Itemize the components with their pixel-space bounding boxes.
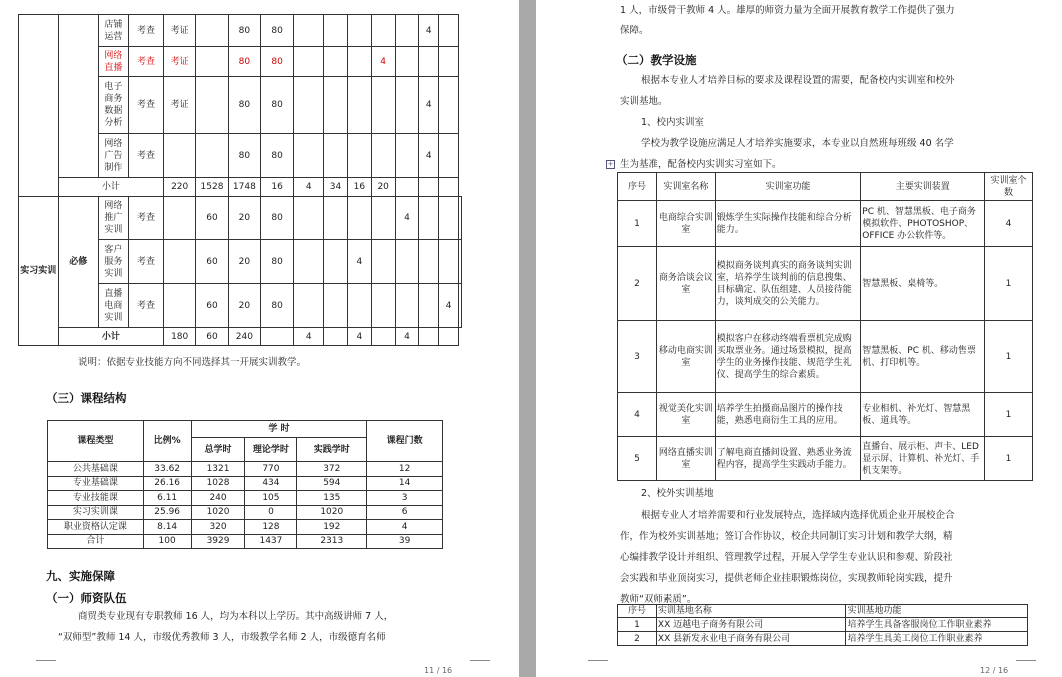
- structure-ratio-cell: 8.14: [143, 520, 191, 535]
- page-corner-mark: [470, 660, 490, 661]
- credits-cell: 60: [196, 240, 229, 284]
- table-row: [618, 247, 1033, 321]
- credits-cell: [196, 47, 229, 77]
- term-cell: [294, 240, 324, 284]
- term-cell: [324, 77, 348, 134]
- term-cell: [371, 328, 395, 346]
- faculty-paragraph-line1: 商贸类专业现有专职教师 16 人，均为本科以上学历。其中高级讲师 7 人，: [78, 611, 394, 622]
- subtotal-practice: 240: [228, 328, 260, 346]
- base-name-cell: XX 迈越电子商务有限公司: [656, 618, 846, 632]
- subtotal-row: [19, 178, 462, 197]
- internal-labs-table: [617, 172, 1033, 481]
- required-cell: [58, 15, 98, 178]
- base-name-cell: XX 县新发永业电子商务有限公司: [656, 632, 846, 646]
- assessment-cell: 考查: [128, 197, 164, 240]
- practice-training-table: [18, 14, 462, 346]
- table-row: [48, 462, 443, 477]
- lab-header-count: 实训室个数: [985, 173, 1033, 201]
- term-cell: [439, 197, 459, 240]
- term-cell: [459, 284, 462, 328]
- base-header-function: 实训基地功能: [846, 605, 1028, 618]
- lab-no-cell: 1: [618, 201, 657, 247]
- term-cell: 4: [419, 134, 439, 178]
- term-cell: [294, 47, 324, 77]
- lab-name-cell: 电商综合实训室: [656, 201, 715, 247]
- structure-theory-cell: 0: [245, 505, 297, 520]
- subtotal-label: 小计: [58, 328, 164, 346]
- facility-paragraph-line2: 实训基地。: [620, 96, 668, 107]
- subtotal-practice: 1748: [228, 178, 260, 197]
- page-corner-mark: [588, 660, 608, 661]
- term-cell: [260, 328, 294, 346]
- structure-total-cell: 240: [191, 491, 245, 506]
- term-cell: [371, 77, 395, 134]
- lab-name-cell: 移动电商实训室: [656, 321, 715, 393]
- term-cell: [395, 47, 419, 77]
- table-row: [19, 197, 462, 240]
- course-name-cell: 网络广告制作: [99, 134, 129, 178]
- term-cell: 4: [439, 284, 459, 328]
- practice-hours-cell: 80: [260, 284, 294, 328]
- total-hours-cell: 80: [228, 134, 260, 178]
- term-cell: [324, 47, 348, 77]
- practice-hours-cell: 80: [260, 240, 294, 284]
- lab-count-cell: 4: [985, 201, 1033, 247]
- structure-count-cell: 4: [367, 520, 443, 535]
- subtotal-term: 4: [347, 328, 371, 346]
- structure-theory-cell: 105: [245, 491, 297, 506]
- document-page-right: [536, 0, 1062, 677]
- lab-function-cell: 模拟客户在移动终端看票机完成购买取票业务。通过场景模拟，提高学生的业务操作技能、规范学生礼仪、提高学生的综合素质。: [715, 321, 861, 393]
- table-row: [618, 632, 1028, 646]
- term-cell: [395, 134, 419, 178]
- term-cell: [439, 15, 459, 47]
- structure-total-cell: 1028: [191, 476, 245, 491]
- term-cell: 4: [395, 197, 419, 240]
- practice-hours-cell: 80: [260, 134, 294, 178]
- term-cell: [439, 134, 459, 178]
- structure-ratio-cell: 26.16: [143, 476, 191, 491]
- lab-equipment-cell: PC 机、智慧黑板、电子商务模拟软件、PHOTOSHOP、OFFICE 办公软件等。: [861, 201, 985, 247]
- term-cell: [395, 77, 419, 134]
- assessment-cell: 考查: [128, 240, 164, 284]
- lab-header-equipment: 主要实训装置: [861, 173, 985, 201]
- certificate-cell: 考证: [164, 77, 196, 134]
- certificate-cell: [164, 240, 196, 284]
- structure-header-ratio: 比例%: [143, 421, 191, 462]
- total-hours-cell: 80: [228, 47, 260, 77]
- section-heading-course-structure: （三）课程结构: [46, 391, 127, 405]
- course-structure-table: [47, 420, 443, 549]
- term-cell: [324, 197, 348, 240]
- term-cell: 4: [371, 47, 395, 77]
- term-cell: [439, 47, 459, 77]
- category-cell: [19, 15, 59, 197]
- table-row: [618, 437, 1033, 481]
- structure-total-cell: 3929: [191, 534, 245, 549]
- course-name-cell: 客户服务实训: [99, 240, 129, 284]
- lab-equipment-cell: 智慧黑板、PC 机、移动售票机、打印机等。: [861, 321, 985, 393]
- table-row: [48, 534, 443, 549]
- practice-hours-cell: 80: [260, 77, 294, 134]
- lab-function-cell: 锻炼学生实际操作技能和综合分析能力。: [715, 201, 861, 247]
- table-row: [618, 201, 1033, 247]
- lab-no-cell: 3: [618, 321, 657, 393]
- subtotal-credits: 180: [164, 328, 196, 346]
- structure-type-cell: 职业资格认定课: [48, 520, 144, 535]
- credits-cell: 60: [196, 197, 229, 240]
- internal-labs-paragraph-line1: 学校为教学设施应满足人才培养实施要求，本专业以自然班每班级 40 名学: [641, 138, 954, 149]
- subtotal-credits: 220: [164, 178, 196, 197]
- structure-type-cell: 专业技能课: [48, 491, 144, 506]
- external-bases-paragraph-line: 心编排教学设计并组织、管理教学过程，开展入学学生专业认识和参观、阶段社: [620, 552, 953, 563]
- structure-ratio-cell: 33.62: [143, 462, 191, 477]
- term-cell: [439, 178, 459, 197]
- base-function-cell: 培养学生具备客服岗位工作职业素养: [846, 618, 1028, 632]
- term-cell: [419, 284, 439, 328]
- subtotal-term: 4: [294, 328, 324, 346]
- faculty-paragraph-continued-line1: 1 人，市级骨干教师 4 人。雄厚的师资力量为全面开展教育教学工作提供了强力: [620, 5, 955, 16]
- structure-practice-cell: 594: [297, 476, 367, 491]
- page-number: 12 / 16: [980, 666, 1009, 675]
- assessment-cell: 考查: [128, 15, 164, 47]
- credits-cell: [196, 77, 229, 134]
- base-no-cell: 1: [618, 618, 657, 632]
- term-cell: [324, 15, 348, 47]
- table-row: [618, 393, 1033, 437]
- structure-practice-cell: 192: [297, 520, 367, 535]
- term-cell: [294, 77, 324, 134]
- term-cell: [439, 77, 459, 134]
- structure-practice-cell: 2313: [297, 534, 367, 549]
- total-hours-cell: 80: [228, 77, 260, 134]
- term-cell: [419, 328, 439, 346]
- external-bases-paragraph-line: 根据专业人才培养需要和行业发展特点，选择域内选择优质企业开展校企合: [641, 510, 955, 521]
- certificate-cell: [164, 284, 196, 328]
- lab-name-cell: 商务洽谈会议室: [656, 247, 715, 321]
- table-row: [48, 491, 443, 506]
- structure-type-cell: 合计: [48, 534, 144, 549]
- term-cell: [371, 284, 395, 328]
- structure-header-count: 课程门数: [367, 421, 443, 462]
- subtotal-total: 60: [196, 328, 229, 346]
- term-cell: [294, 284, 324, 328]
- lab-equipment-cell: 智慧黑板、桌椅等。: [861, 247, 985, 321]
- page-corner-mark: [1016, 660, 1036, 661]
- lab-header-no: 序号: [618, 173, 657, 201]
- term-cell: [294, 15, 324, 47]
- term-cell: [347, 284, 371, 328]
- term-cell: [294, 197, 324, 240]
- assessment-cell: 考查: [128, 77, 164, 134]
- lab-name-cell: 视觉美化实训室: [656, 393, 715, 437]
- external-bases-paragraph-line: 教师“双师素质”。: [620, 594, 697, 605]
- term-cell: [347, 15, 371, 47]
- base-no-cell: 2: [618, 632, 657, 646]
- table-row: [618, 321, 1033, 393]
- structure-theory-cell: 770: [245, 462, 297, 477]
- section-heading-teaching-facilities: （二）教学设施: [616, 53, 697, 67]
- subtotal-term: 20: [371, 178, 395, 197]
- course-name-cell: 网络推广实训: [99, 197, 129, 240]
- base-header-no: 序号: [618, 605, 657, 618]
- term-cell: [459, 240, 462, 284]
- practice-hours-cell: 80: [260, 47, 294, 77]
- practice-hours-cell: 80: [260, 197, 294, 240]
- structure-count-cell: 3: [367, 491, 443, 506]
- assessment-cell: 考查: [128, 47, 164, 77]
- table-move-handle-icon[interactable]: +: [607, 160, 614, 168]
- structure-count-cell: 39: [367, 534, 443, 549]
- subtotal-total: 1528: [196, 178, 229, 197]
- term-cell: [395, 240, 419, 284]
- term-cell: [324, 284, 348, 328]
- certificate-cell: 考证: [164, 15, 196, 47]
- subtotal-term: 34: [324, 178, 348, 197]
- structure-type-cell: 专业基础课: [48, 476, 144, 491]
- total-hours-cell: 20: [228, 284, 260, 328]
- term-cell: 4: [419, 77, 439, 134]
- term-cell: [395, 15, 419, 47]
- term-cell: [419, 47, 439, 77]
- external-bases-table: [617, 604, 1028, 646]
- total-hours-cell: 80: [228, 15, 260, 47]
- assessment-cell: 考查: [128, 134, 164, 178]
- structure-practice-cell: 1020: [297, 505, 367, 520]
- structure-theory-cell: 1437: [245, 534, 297, 549]
- structure-count-cell: 12: [367, 462, 443, 477]
- lab-no-cell: 5: [618, 437, 657, 481]
- subtotal-term: 4: [294, 178, 324, 197]
- assessment-cell: 考查: [128, 284, 164, 328]
- term-cell: [395, 284, 419, 328]
- structure-practice-cell: 372: [297, 462, 367, 477]
- subtotal-term: 4: [395, 328, 419, 346]
- page-gutter: [519, 0, 536, 677]
- course-name-cell: 直播电商实训: [99, 284, 129, 328]
- lab-equipment-cell: 直播台、展示柜、声卡、LED 显示屏、计算机、补光灯、手机支架等。: [861, 437, 985, 481]
- structure-ratio-cell: 25.96: [143, 505, 191, 520]
- practice-note: 说明：依据专业技能方向不同选择其一开展实训教学。: [78, 357, 307, 368]
- term-cell: [439, 328, 459, 346]
- term-cell: [419, 178, 439, 197]
- internal-labs-paragraph-line2: 生为基准，配备校内实训实习室如下。: [620, 159, 782, 170]
- structure-type-cell: 实习实训课: [48, 505, 144, 520]
- term-cell: [371, 240, 395, 284]
- structure-header-total: 总学时: [191, 438, 245, 462]
- base-function-cell: 培养学生具美工岗位工作职业素养: [846, 632, 1028, 646]
- lab-function-cell: 培养学生拍摄商品图片的操作技能，熟悉电商衍生工具的应用。: [715, 393, 861, 437]
- structure-header-theory: 理论学时: [245, 438, 297, 462]
- term-cell: [324, 328, 348, 346]
- total-hours-cell: 20: [228, 197, 260, 240]
- lab-count-cell: 1: [985, 247, 1033, 321]
- external-bases-paragraph-line: 作，作为校外实训基地；签订合作协议，校企共同制订实习计划和教学大纲，精: [620, 531, 953, 542]
- practice-hours-cell: 80: [260, 15, 294, 47]
- lab-count-cell: 1: [985, 321, 1033, 393]
- certificate-cell: 考证: [164, 47, 196, 77]
- total-hours-cell: 20: [228, 240, 260, 284]
- course-name-cell: 电子商务数据分析: [99, 77, 129, 134]
- lab-name-cell: 网络直播实训室: [656, 437, 715, 481]
- term-cell: [294, 134, 324, 178]
- faculty-paragraph-continued-line2: 保障。: [620, 25, 649, 36]
- section-heading-faculty: （一）师资队伍: [46, 591, 127, 605]
- subsection-heading-internal-labs: 1、校内实训室: [641, 117, 705, 128]
- structure-total-cell: 320: [191, 520, 245, 535]
- structure-total-cell: 1321: [191, 462, 245, 477]
- lab-no-cell: 2: [618, 247, 657, 321]
- section-heading-implementation: 九、实施保障: [46, 569, 115, 583]
- term-cell: [324, 240, 348, 284]
- document-page-left: [0, 0, 519, 677]
- structure-count-cell: 14: [367, 476, 443, 491]
- term-cell: [371, 134, 395, 178]
- term-cell: [347, 77, 371, 134]
- term-cell: [419, 197, 439, 240]
- table-row: [48, 520, 443, 535]
- term-cell: [395, 178, 419, 197]
- structure-count-cell: 6: [367, 505, 443, 520]
- credits-cell: [196, 134, 229, 178]
- structure-ratio-cell: 100: [143, 534, 191, 549]
- page-number: 11 / 16: [424, 666, 453, 675]
- term-cell: [324, 134, 348, 178]
- lab-count-cell: 1: [985, 393, 1033, 437]
- structure-header-type: 课程类型: [48, 421, 144, 462]
- course-name-cell: 店铺运营: [99, 15, 129, 47]
- lab-header-function: 实训室功能: [715, 173, 861, 201]
- facility-paragraph-line1: 根据本专业人才培养目标的要求及课程设置的需要，配备校内实训室和校外: [641, 75, 955, 86]
- table-row: [48, 476, 443, 491]
- term-cell: [419, 240, 439, 284]
- subtotal-row: [19, 328, 462, 346]
- structure-type-cell: 公共基础课: [48, 462, 144, 477]
- lab-function-cell: 模拟商务谈判真实的商务谈判实训室，培养学生谈判前的信息搜集、目标确定、队伍组建、人员接待能力，谈判成交的公关能力。: [715, 247, 861, 321]
- structure-theory-cell: 434: [245, 476, 297, 491]
- term-cell: 4: [419, 15, 439, 47]
- subtotal-term: 16: [260, 178, 294, 197]
- term-cell: [459, 197, 462, 240]
- table-row: [618, 618, 1028, 632]
- external-bases-paragraph-line: 会实践和毕业顶岗实习，提供老师企业挂职锻炼岗位，实现教师轮岗实践，提升: [620, 573, 953, 584]
- structure-theory-cell: 128: [245, 520, 297, 535]
- certificate-cell: [164, 134, 196, 178]
- subsection-heading-external-bases: 2、校外实训基地: [641, 488, 714, 499]
- subtotal-label: 小计: [58, 178, 164, 197]
- lab-count-cell: 1: [985, 437, 1033, 481]
- required-cell: 必修: [58, 197, 98, 328]
- structure-total-cell: 1020: [191, 505, 245, 520]
- course-name-cell: 网络直播: [99, 47, 129, 77]
- lab-header-name: 实训室名称: [656, 173, 715, 201]
- structure-header-hours: 学 时: [191, 421, 367, 438]
- term-cell: [371, 15, 395, 47]
- base-header-name: 实训基地名称: [656, 605, 846, 618]
- category-cell: 实习实训: [19, 197, 59, 346]
- credits-cell: 60: [196, 284, 229, 328]
- lab-no-cell: 4: [618, 393, 657, 437]
- certificate-cell: [164, 197, 196, 240]
- structure-ratio-cell: 6.11: [143, 491, 191, 506]
- term-cell: [347, 134, 371, 178]
- term-cell: [439, 240, 459, 284]
- structure-header-practice: 实践学时: [297, 438, 367, 462]
- subtotal-term: 16: [347, 178, 371, 197]
- term-cell: [371, 197, 395, 240]
- table-row: [19, 15, 462, 47]
- page-corner-mark: [36, 660, 56, 661]
- lab-function-cell: 了解电商直播间设置、熟悉业务流程内容，提高学生实践动手能力。: [715, 437, 861, 481]
- table-row: [48, 505, 443, 520]
- term-cell: 4: [347, 240, 371, 284]
- faculty-paragraph-line2: “双师型”教师 14 人，市级优秀教师 3 人，市级教学名师 2 人，市级德育名师: [58, 632, 386, 643]
- credits-cell: [196, 15, 229, 47]
- structure-practice-cell: 135: [297, 491, 367, 506]
- term-cell: [347, 47, 371, 77]
- term-cell: [347, 197, 371, 240]
- lab-equipment-cell: 专业相机、补光灯、智慧黑板、道具等。: [861, 393, 985, 437]
